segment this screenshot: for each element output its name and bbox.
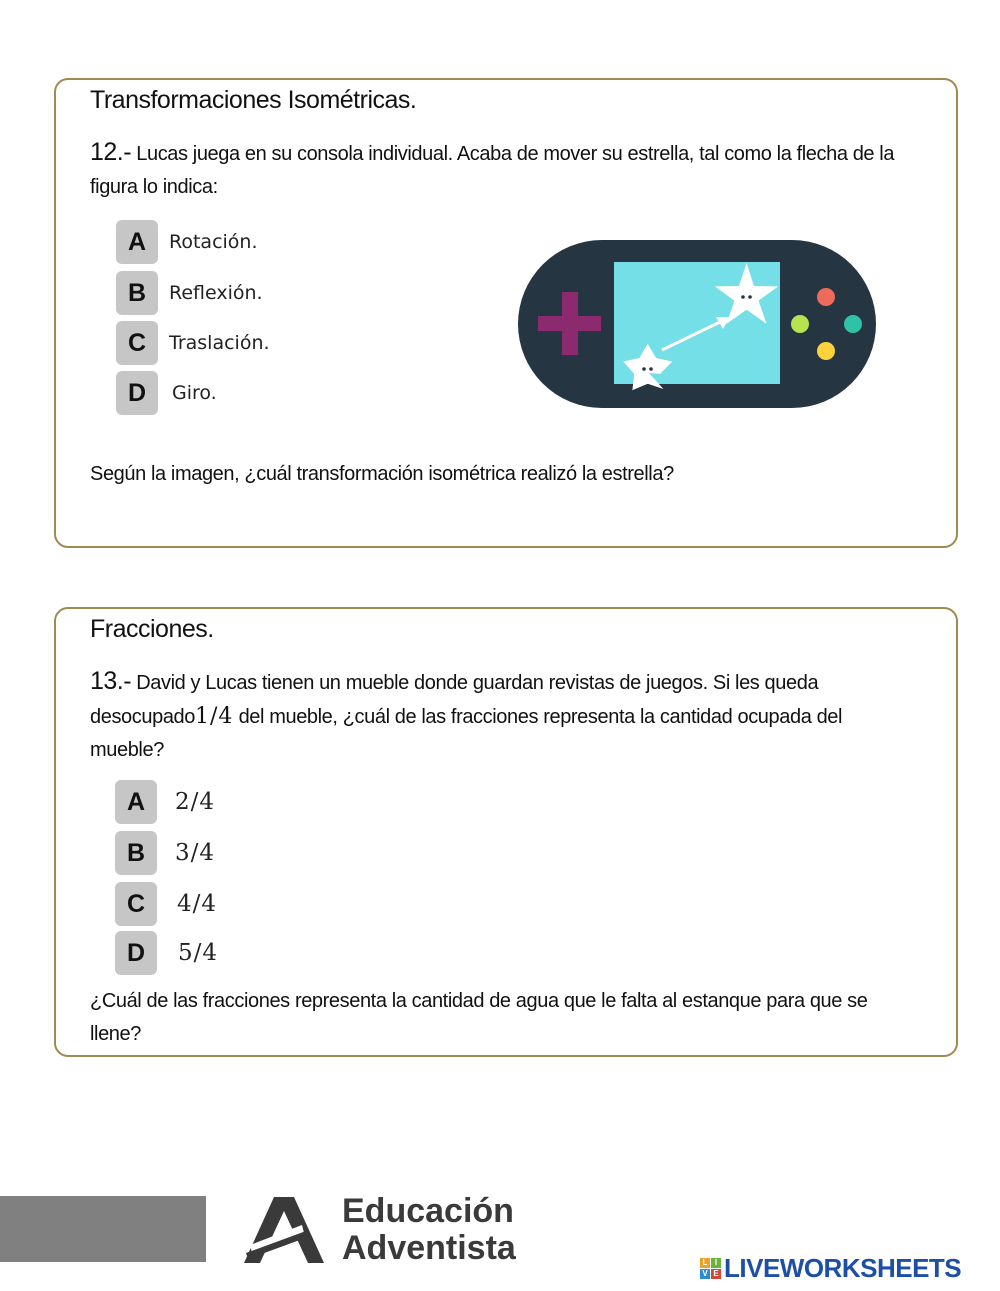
option-letter-badge[interactable]: C xyxy=(116,321,158,365)
watermark-text: LIVEWORKSHEETS xyxy=(724,1253,962,1283)
option-text: Reflexión. xyxy=(169,282,263,304)
option-letter-badge[interactable]: D xyxy=(115,931,157,975)
option-a[interactable] xyxy=(115,780,215,824)
adventista-a-icon xyxy=(244,1195,326,1265)
option-b[interactable] xyxy=(116,271,263,315)
option-letter-badge[interactable]: B xyxy=(116,271,158,315)
option-text: Traslación. xyxy=(169,332,270,354)
yellow-button-icon xyxy=(817,342,835,360)
option-letter-badge[interactable]: B xyxy=(115,831,157,875)
question-12 xyxy=(90,136,920,204)
option-d[interactable] xyxy=(115,931,218,975)
prompt-text: Según la imagen, ¿cuál transformación isométrica realizó la estrella? xyxy=(90,463,674,485)
option-b[interactable] xyxy=(115,831,215,875)
question-text: del mueble, ¿cuál de las fracciones representa la cantidad ocupada del mueble? xyxy=(90,706,843,761)
section-title: Transformaciones Isométricas. xyxy=(90,86,417,114)
option-text: 3/4 xyxy=(175,840,216,866)
option-a[interactable] xyxy=(116,220,258,264)
option-c[interactable] xyxy=(116,321,270,365)
option-text: 4/4 xyxy=(177,891,218,917)
green-button-icon xyxy=(791,315,809,333)
option-letter-badge[interactable]: A xyxy=(115,780,157,824)
question-card-12 xyxy=(54,78,958,548)
option-letter-badge[interactable]: A xyxy=(116,220,158,264)
footer-bar xyxy=(0,1196,206,1262)
question-number: 12.- xyxy=(90,138,132,166)
option-letter-badge[interactable]: D xyxy=(116,371,158,415)
question-text: David y Lucas tienen un mueble donde guardan revistas de juegos. Si les queda desocupado xyxy=(90,672,819,728)
brand-line-1: Educación xyxy=(342,1192,514,1230)
option-text: Rotación. xyxy=(169,231,258,253)
option-text: Giro. xyxy=(172,382,217,404)
game-console-illustration xyxy=(518,238,878,412)
live-grid-icon: L I V E xyxy=(700,1258,721,1279)
option-letter-badge[interactable]: C xyxy=(115,882,157,926)
question-number: 13.- xyxy=(90,667,132,695)
option-d[interactable] xyxy=(116,371,217,415)
question-13 xyxy=(90,665,920,767)
question-text: Lucas juega en su consola individual. Acaba de mover su estrella, tal como la flecha de la figura lo indica: xyxy=(90,143,895,198)
option-text: 5/4 xyxy=(178,940,219,966)
section-title: Fracciones. xyxy=(90,615,214,643)
red-button-icon xyxy=(817,288,835,306)
prompt-text: ¿Cuál de las fracciones representa la cantidad de agua que le falta al estanque para que se llene? xyxy=(90,990,868,1045)
option-text: 2/4 xyxy=(175,789,216,815)
educacion-adventista-logo xyxy=(244,1193,516,1267)
option-c[interactable] xyxy=(115,882,217,926)
teal-button-icon xyxy=(844,315,862,333)
inline-fraction: 1/4 xyxy=(195,704,234,729)
brand-line-2: Adventista xyxy=(342,1229,516,1267)
question-card-13 xyxy=(54,607,958,1057)
liveworksheets-logo[interactable] xyxy=(700,1253,961,1284)
